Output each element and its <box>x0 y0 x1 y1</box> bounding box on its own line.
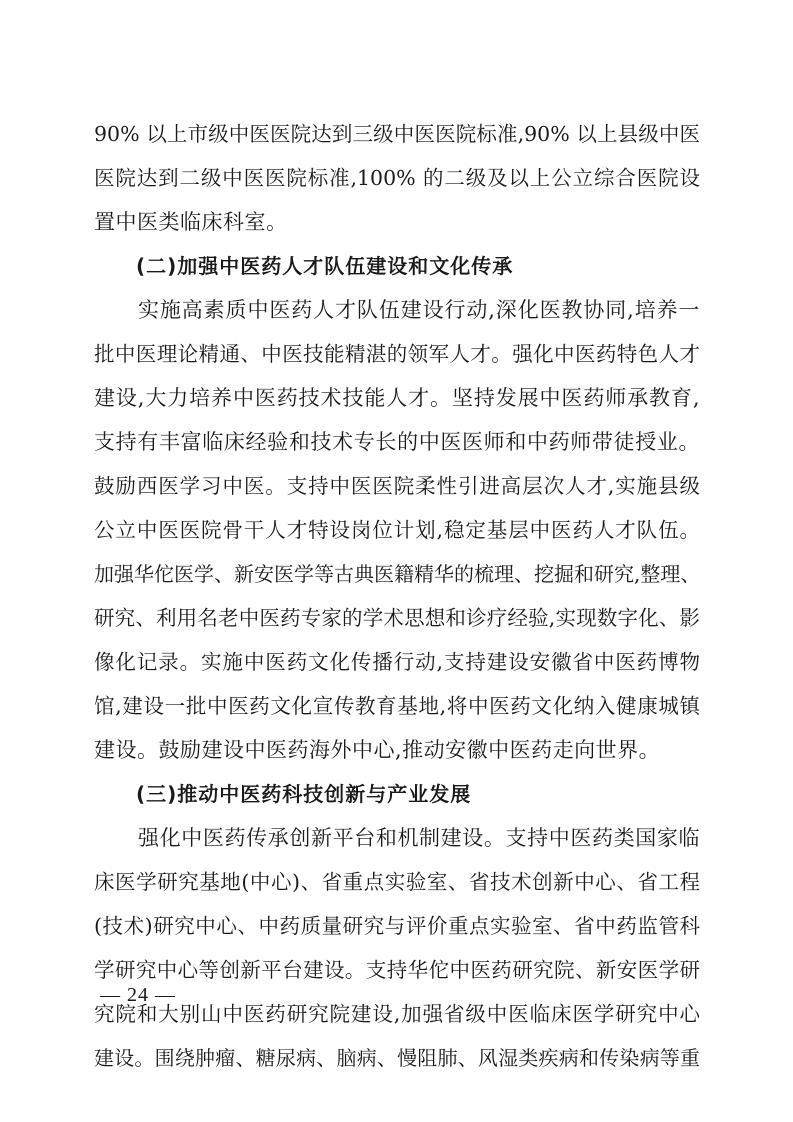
text-line: 鼓励西医学习中医。支持中医医院柔性引进高层次人才,实施县级 <box>94 474 700 498</box>
text-line: 建设,大力培养中医药技术技能人才。坚持发展中医药师承教育, <box>94 386 700 410</box>
text-line: 床医学研究基地(中心)、省重点实验室、省技术创新中心、省工程 <box>94 870 700 894</box>
text-line: 支持有丰富临床经验和技术专长的中医医师和中药师带徒授业。 <box>94 430 700 454</box>
text-line: 究院和大别山中医药研究院建设,加强省级中医临床医学研究中心 <box>94 1002 700 1026</box>
text-line: 强化中医药传承创新平台和机制建设。支持中医药类国家临 <box>138 826 700 850</box>
text-line: 批中医理论精通、中医技能精湛的领军人才。强化中医药特色人才 <box>94 342 700 366</box>
text-line: 学研究中心等创新平台建设。支持华佗中医药研究院、新安医学研 <box>94 958 700 982</box>
text-line: 置中医类临床科室。 <box>94 210 288 234</box>
text-line: 医院达到二级中医医院标准,100% 的二级及以上公立综合医院设 <box>94 166 700 190</box>
section-heading: (三)推动中医药科技创新与产业发展 <box>136 782 472 806</box>
section-heading: (二)加强中医药人才队伍建设和文化传承 <box>136 254 514 278</box>
text-line: 像化记录。实施中医药文化传播行动,支持建设安徽省中医药博物 <box>94 650 700 674</box>
text-line: 公立中医医院骨干人才特设岗位计划,稳定基层中医药人才队伍。 <box>94 518 700 542</box>
text-line: (技术)研究中心、中药质量研究与评价重点实验室、省中药监管科 <box>94 914 700 938</box>
text-line: 馆,建设一批中医药文化宣传教育基地,将中医药文化纳入健康城镇 <box>94 694 700 718</box>
text-line: 实施高素质中医药人才队伍建设行动,深化医教协同,培养一 <box>138 298 700 322</box>
text-line: 加强华佗医学、新安医学等古典医籍精华的梳理、挖掘和研究,整理、 <box>94 562 701 586</box>
text-line: 建设。鼓励建设中医药海外中心,推动安徽中医药走向世界。 <box>94 738 661 762</box>
document-page <box>94 112 700 1080</box>
text-line: 建设。围绕肿瘤、糖尿病、脑病、慢阻肺、风湿类疾病和传染病等重 <box>94 1046 700 1070</box>
page-number: — 24 — <box>100 984 176 1006</box>
text-line: 90% 以上市级中医医院达到三级中医医院标准,90% 以上县级中医 <box>94 122 700 146</box>
text-line: 研究、利用名老中医药专家的学术思想和诊疗经验,实现数字化、影 <box>94 606 700 630</box>
